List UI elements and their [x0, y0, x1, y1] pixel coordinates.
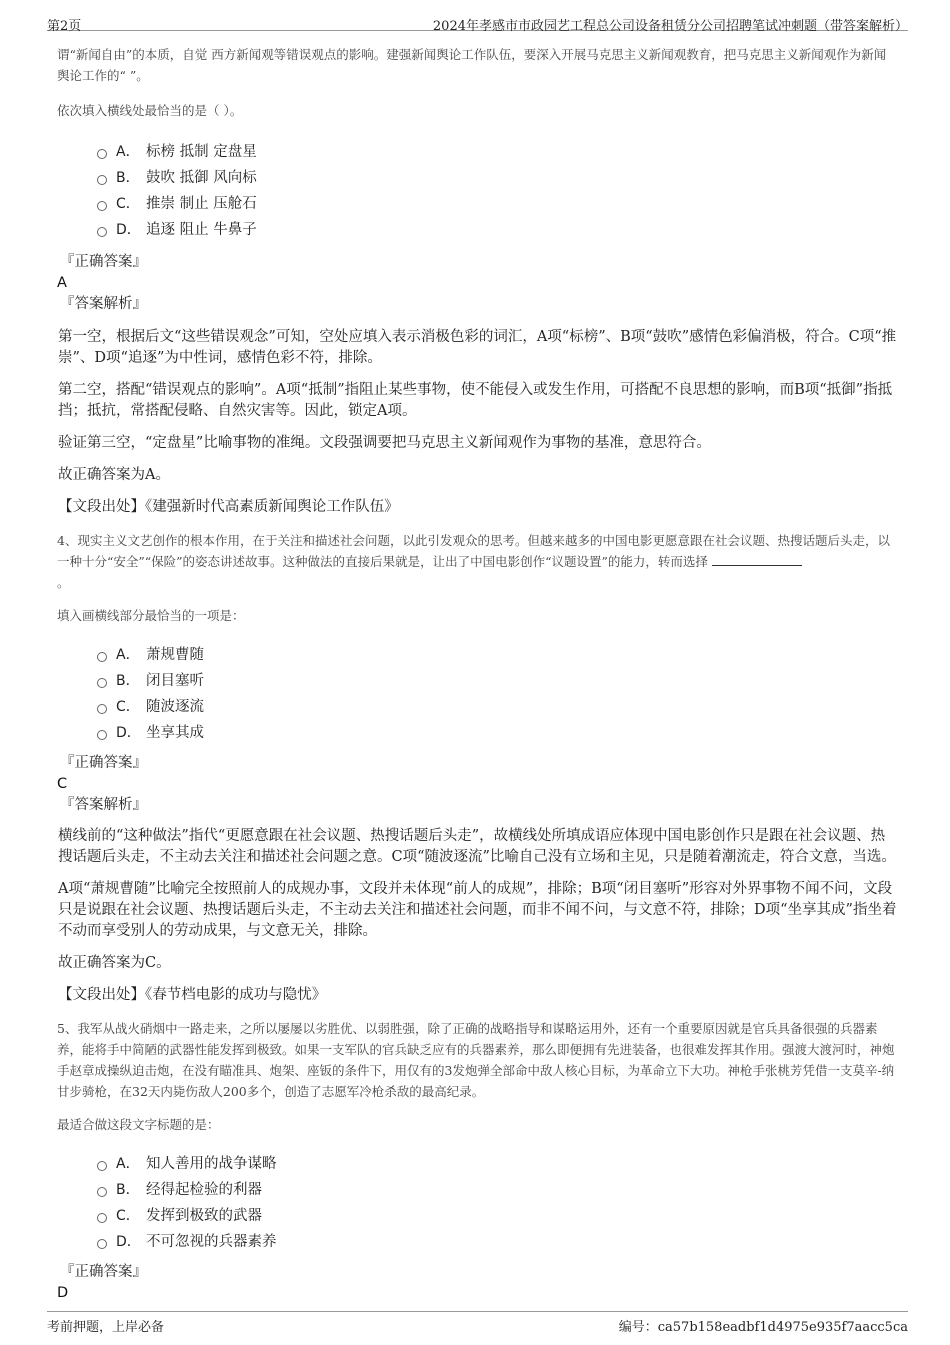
q4-option-b[interactable]: B． 闭目塞听 [97, 668, 897, 694]
document-id: 编号：ca57b158eadbf1d4975e935f7aacc5ca [618, 1320, 908, 1335]
radio-icon[interactable] [97, 175, 107, 185]
q5-option-c[interactable]: C． 发挥到极致的武器 [97, 1203, 897, 1229]
q3-answer-label: 『正确答案』 [60, 254, 147, 270]
q4-analysis-p3: 故正确答案为C。 [58, 955, 171, 971]
q4-answer-label: 『正确答案』 [60, 755, 147, 771]
q4-stem: 4、现实主义文艺创作的根本作用，在于关注和描述社会问题，以此引发观众的思考。但越来越多的中国电影更愿意跟在社会议题、热搜话题后头走，以一种十分“安全”“保险”的姿态讲述故事。这种做法的直接后果就是，让出了中国电影创作“议题设置”的能力，转而选择 。 [57, 533, 890, 590]
q5-answer: D [57, 1285, 69, 1301]
radio-icon[interactable] [97, 652, 107, 662]
q4-option-a[interactable]: A． 萧规曹随 [97, 642, 897, 668]
q5-instruction: 最适合做这段文字标题的是： [57, 1117, 220, 1132]
radio-icon[interactable] [97, 1239, 107, 1249]
radio-icon[interactable] [97, 1161, 107, 1171]
q3-analysis-p2: 第二空，搭配“错误观点的影响”。A项“抵制”指阻止某些事物，使不能侵入或发生作用，可搭配不良思想的影响，而B项“抵御”指抵挡；抵抗，常搭配侵略、自然灾害等。因此，锁定A项。 [58, 382, 893, 419]
q3-stem: 谓“新闻自由”的本质，自觉 西方新闻观等错误观点的影响。建强新闻舆论工作队伍，要深入开展马克思主义新闻观教育，把马克思主义新闻观作为新闻舆论工作的“ ”。 [57, 47, 887, 83]
radio-icon[interactable] [97, 678, 107, 688]
q4-analysis-p1: 横线前的“这种做法”指代“更愿意跟在社会议题、热搜话题后头走”，故横线处所填成语应体现中国电影创作只是跟在社会议题、热搜话题后头走，不主动去关注和描述社会问题之意。C项“随波逐流”比喻自己没有立场和主见，只是随着潮流走，符合文意，当选。 [58, 828, 896, 865]
q4-analysis-p2: A项“萧规曹随”比喻完全按照前人的成规办事，文段并未体现“前人的成规”，排除；B项“闭目塞听”形容对外界事物不闻不问，文段只是说跟在社会议题、热搜话题后头走，不主动去关注和描述社会问题，而非不闻不问，与文意不符，排除；D项“坐享其成”指坐着不动而享受别人的劳动成果，与文意无关，排除。 [58, 881, 897, 939]
page-footer [47, 1311, 908, 1338]
q5-options [97, 1151, 897, 1255]
radio-icon[interactable] [97, 730, 107, 740]
q4-analysis-label: 『答案解析』 [60, 797, 147, 813]
q4-options [97, 642, 897, 746]
radio-icon[interactable] [97, 1213, 107, 1223]
q3-source: 【文段出处】《建强新时代高素质新闻舆论工作队伍》 [58, 499, 399, 515]
radio-icon[interactable] [97, 704, 107, 714]
document-title: 2024年孝感市市政园艺工程总公司设备租赁分公司招聘笔试冲刺题（带答案解析） [432, 19, 908, 34]
q3-options [97, 139, 897, 243]
radio-icon[interactable] [97, 1187, 107, 1197]
q3-analysis-p3: 验证第三空，“定盘星”比喻事物的准绳。文段强调要把马克思主义新闻观作为事物的基准，意思符合。 [58, 435, 711, 451]
q3-analysis-p4: 故正确答案为A。 [58, 467, 170, 483]
q5-option-b[interactable]: B． 经得起检验的利器 [97, 1177, 897, 1203]
q5-answer-label: 『正确答案』 [60, 1264, 147, 1280]
q4-option-d[interactable]: D． 坐享其成 [97, 720, 897, 746]
q3-option-d[interactable]: D． 追逐 阻止 牛鼻子 [97, 217, 897, 243]
q4-option-c[interactable]: C． 随波逐流 [97, 694, 897, 720]
radio-icon[interactable] [97, 227, 107, 237]
q5-option-d[interactable]: D． 不可忽视的兵器素养 [97, 1229, 897, 1255]
q3-option-c[interactable]: C． 推崇 制止 压舱石 [97, 191, 897, 217]
q3-analysis-label: 『答案解析』 [60, 296, 147, 312]
q5-option-a[interactable]: A． 知人善用的战争谋略 [97, 1151, 897, 1177]
q3-instruction: 依次填入横线处最恰当的是（ ）。 [57, 103, 243, 118]
q3-answer: A [57, 275, 67, 291]
q4-source: 【文段出处】《春节档电影的成功与隐忧》 [58, 987, 327, 1003]
page-header [47, 8, 908, 34]
q3-option-a[interactable]: A． 标榜 抵制 定盘星 [97, 139, 897, 165]
document-body [57, 44, 897, 1303]
q4-answer: C [57, 776, 68, 792]
radio-icon[interactable] [97, 149, 107, 159]
fill-blank [712, 553, 802, 566]
page-number: 第2页 [47, 19, 82, 34]
footer-slogan: 考前押题，上岸必备 [47, 1320, 165, 1335]
q4-instruction: 填入画横线部分最恰当的一项是： [57, 608, 245, 623]
q3-option-b[interactable]: B． 鼓吹 抵御 风向标 [97, 165, 897, 191]
radio-icon[interactable] [97, 201, 107, 211]
q5-stem: 5、我军从战火硝烟中一路走来，之所以屡屡以劣胜优、以弱胜强，除了正确的战略指导和谋略运用外，还有一个重要原因就是官兵具备很强的兵器素养，能将手中简陋的武器性能发挥到极致。如果一支军队的官兵缺乏应有的兵器素养，那么即便拥有先进装备，也很难发挥其作用。强渡大渡河时，神炮手赵章成操纵迫击炮，在没有瞄准具、炮架、座钣的条件下，用仅有的3发炮弹全部命中敌人核心目标，为革命立下大功。神枪手张桃芳凭借一支莫辛-纳甘步骑枪，在32天内毙伤敌人200多个，创造了志愿军冷枪杀敌的最高纪录。 [57, 1021, 895, 1099]
q3-analysis-p1: 第一空，根据后文“这些错误观念”可知，空处应填入表示消极色彩的词汇，A项“标榜”、B项“鼓吹”感情色彩偏消极，符合。C项“推崇”、D项“追逐”为中性词，感情色彩不符，排除。 [58, 329, 897, 366]
